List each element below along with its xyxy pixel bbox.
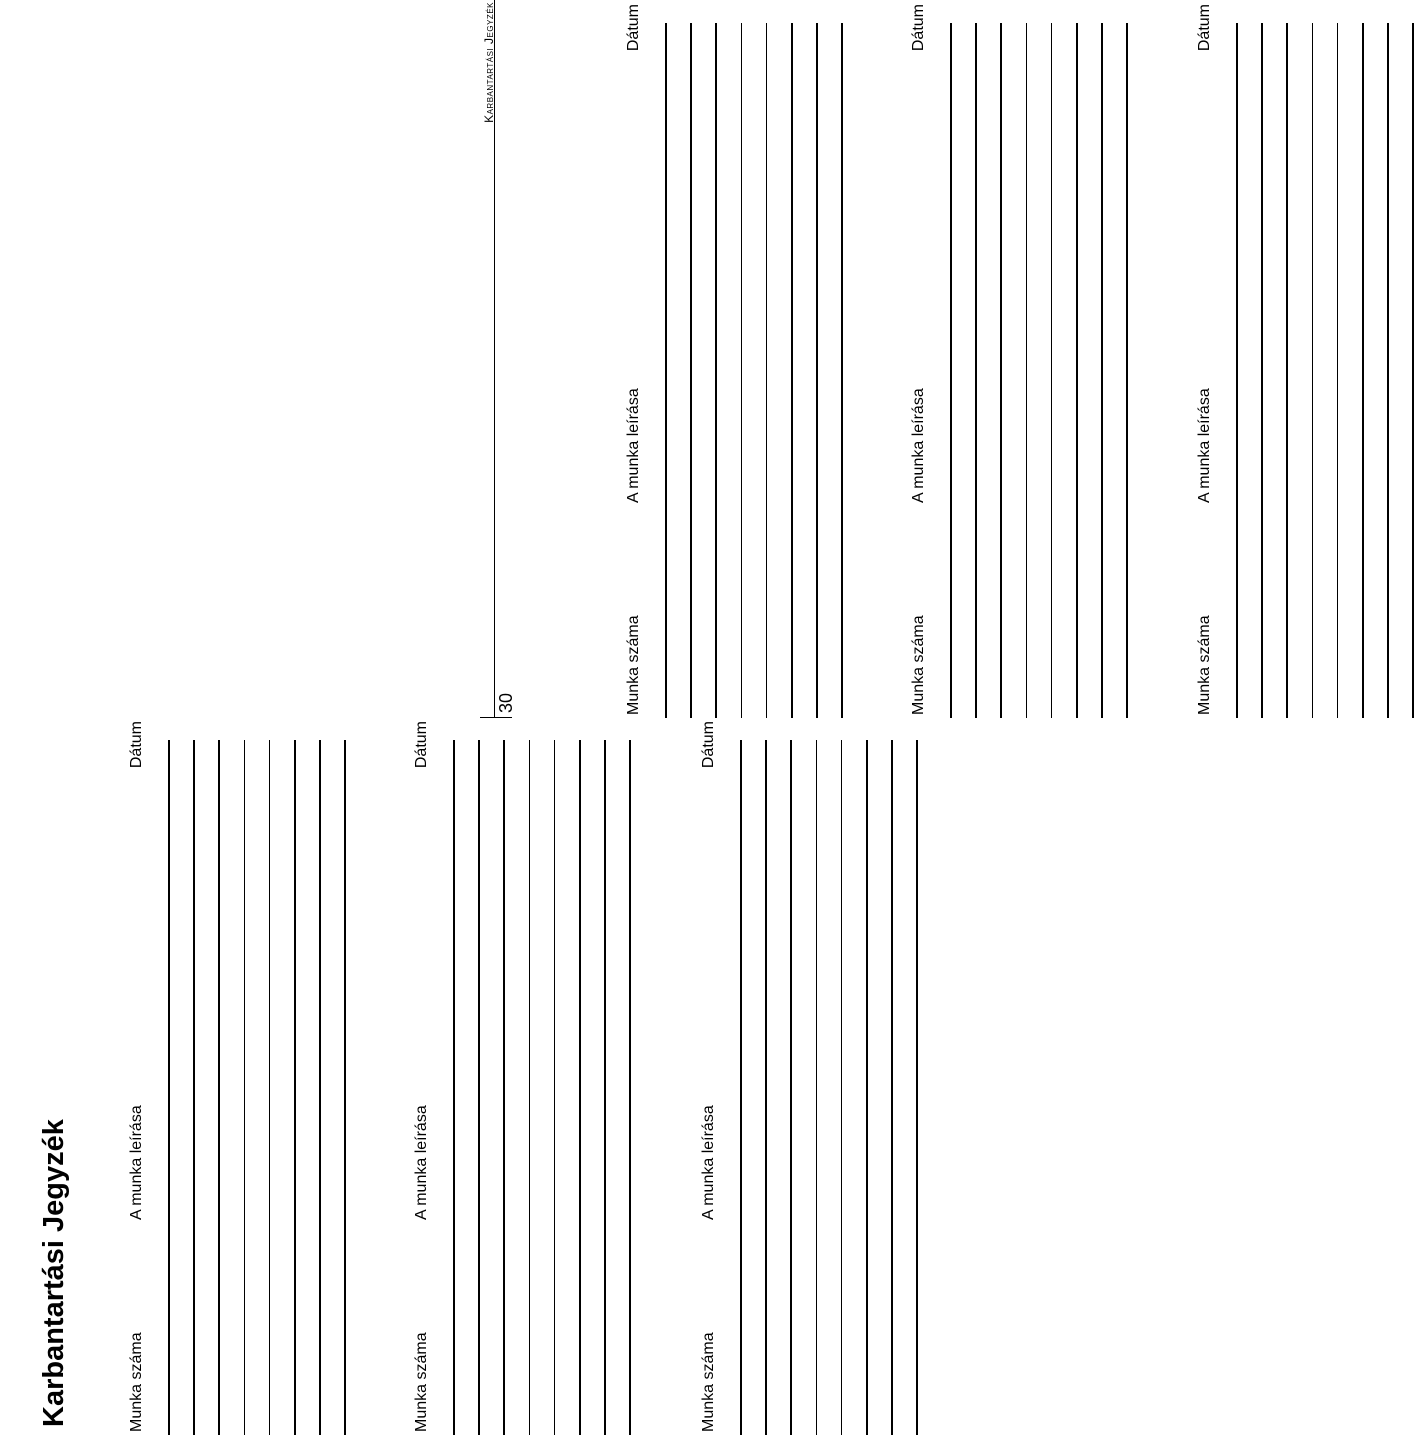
writing-line [1337,23,1339,718]
column-header-description: A munka leírása [910,388,927,503]
writing-line [604,740,606,1435]
writing-line [1362,23,1364,718]
writing-line [916,740,918,1435]
writing-line [319,740,321,1435]
writing-line [503,740,505,1435]
writing-line [344,740,346,1435]
page-title: Karbantartási Jegyzék [38,1119,70,1427]
column-header-description: A munka leírása [700,1105,717,1220]
column-header-date: Dátum [700,721,717,769]
writing-line [765,740,767,1435]
writing-line [665,23,667,718]
writing-line [975,23,977,718]
writing-line [1101,23,1103,718]
column-header-description: A munka leírása [625,388,642,503]
writing-line [1312,23,1314,718]
column-header-number: Munka száma [413,1332,430,1432]
column-header-number: Munka száma [625,615,642,715]
writing-line [244,740,246,1435]
column-header-number: Munka száma [128,1332,145,1432]
column-header-date: Dátum [413,721,430,769]
writing-line [715,23,717,718]
writing-line [790,740,792,1435]
page-number-text: 30 [496,692,516,713]
writing-line [1000,23,1002,718]
column-header-date: Dátum [625,4,642,52]
writing-line [294,740,296,1435]
page-number [480,678,516,718]
writing-line [1076,23,1078,718]
writing-line [816,23,818,718]
column-header-number: Munka száma [910,615,927,715]
writing-line [866,740,868,1435]
writing-line [891,740,893,1435]
writing-line [740,740,742,1435]
column-header-date: Dátum [1196,4,1213,52]
writing-line [529,740,531,1435]
column-header-number: Munka száma [700,1332,717,1432]
running-head: Karbantartási Jegyzék [482,2,496,123]
writing-line [690,23,692,718]
writing-line [579,740,581,1435]
writing-line [766,23,768,718]
writing-line [1261,23,1263,718]
writing-line [841,740,843,1435]
writing-line [841,23,843,718]
writing-line [816,740,818,1435]
writing-line [741,23,743,718]
writing-line [950,23,952,718]
writing-line [1387,23,1389,718]
writing-line [478,740,480,1435]
column-header-description: A munka leírása [1196,388,1213,503]
writing-line [791,23,793,718]
writing-line [1026,23,1028,718]
writing-line [629,740,631,1435]
writing-line [1236,23,1238,718]
writing-line [193,740,195,1435]
writing-line [1051,23,1053,718]
writing-line [269,740,271,1435]
column-header-date: Dátum [128,721,145,769]
right-page [480,0,1213,718]
writing-line [1126,23,1128,718]
writing-line [1286,23,1288,718]
column-header-date: Dátum [910,4,927,52]
column-header-description: A munka leírása [128,1105,145,1220]
column-header-description: A munka leírása [413,1105,430,1220]
writing-line [554,740,556,1435]
writing-line [453,740,455,1435]
left-page [0,717,717,1435]
writing-line [218,740,220,1435]
column-header-number: Munka száma [1196,615,1213,715]
writing-line [168,740,170,1435]
